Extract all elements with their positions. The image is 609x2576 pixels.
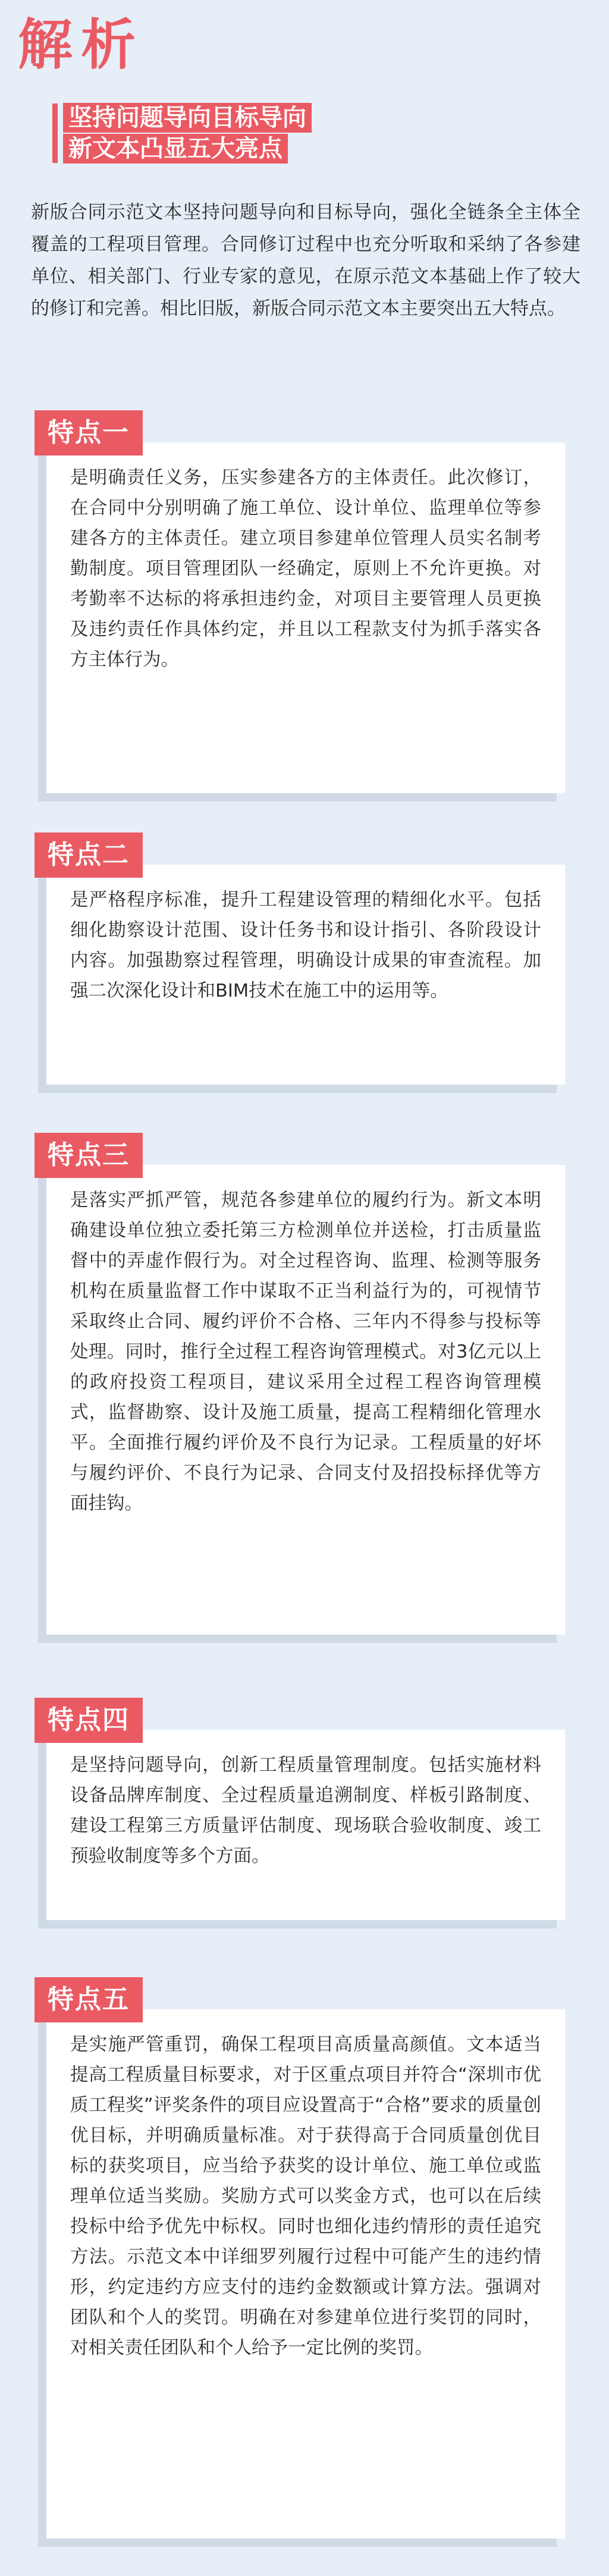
feature-card-5 xyxy=(46,2009,565,2539)
feature-text-4: 是坚持问题导向，创新工程质量管理制度。包括实施材料设备品牌库制度、全过程质量追溯制度、样板引路制度、建设工程第三方质量评估制度、现场联合验收制度、竣工预验收制度等多个方面。 xyxy=(70,1755,541,1867)
feature-card-3 xyxy=(46,1165,565,1635)
feature-tag-5: 特点五 xyxy=(34,1977,143,2022)
subtitle-accent-bar xyxy=(52,103,58,163)
feature-text-3: 是落实严抓严管，规范各参建单位的履约行为。新文本明确建设单位独立委托第三方检测单位并送检，打击质量监督中的弄虚作假行为。对全过程咨询、监理、检测等服务机构在质量监督工作中谋取不正当利益行为的，可视情节采取终止合同、履约评价不合格、三年内不得参与投标等处理。同时，推行全过程工程咨询管理模式。对3亿元以上的政府投资工程项目，建议采用全过程工程咨询管理模式，监督勘察、设计及施工质量，提高工程精细化管理水平。全面推行履约评价及不良行为记录。工程质量的好坏与履约评价、不良行为记录、合同支付及招投标择优等方面挂钩。 xyxy=(70,1190,541,1514)
feature-tag-2: 特点二 xyxy=(34,833,143,878)
feature-tag-4: 特点四 xyxy=(34,1698,143,1743)
feature-text-1: 是明确责任义务，压实参建各方的主体责任。此次修订，在合同中分别明确了施工单位、设计单位、监理单位等参建各方的主体责任。建立项目参建单位管理人员实名制考勤制度。项目管理团队一经确定，原则上不允许更换。对考勤率不达标的将承担违约金，对项目主要管理人员更换及违约责任作具体约定，并且以工程款支付为抓手落实各方主体行为。 xyxy=(70,467,541,670)
feature-text-2: 是严格程序标准，提升工程建设管理的精细化水平。包括细化勘察设计范围、设计任务书和设计指引、各阶段设计内容。加强勘察过程管理，明确设计成果的审查流程。加强二次深化设计和BIM技术在施工中的运用等。 xyxy=(70,890,541,1001)
feature-card-2 xyxy=(46,865,565,1085)
subtitle-lines xyxy=(64,103,311,163)
subtitle-line-1: 坚持问题导向目标导向 xyxy=(64,103,311,132)
feature-card-1 xyxy=(46,442,565,793)
page-title: 解析 xyxy=(18,13,145,77)
subtitle-line-2: 新文本凸显五大亮点 xyxy=(64,134,287,163)
intro-paragraph: 新版合同示范文本坚持问题导向和目标导向，强化全链条全主体全覆盖的工程项目管理。合同修订过程中也充分听取和采纳了各参建单位、相关部门、行业专家的意见，在原示范文本基础上作了较大的修订和完善。相比旧版，新版合同示范文本主要突出五大特点。 xyxy=(31,202,580,319)
feature-card-4 xyxy=(46,1730,565,1920)
feature-text-5: 是实施严管重罚，确保工程项目高质量高颜值。文本适当提高工程质量目标要求，对于区重点项目并符合“深圳市优质工程奖”评奖条件的项目应设置高于“合格”要求的质量创优目标，并明确质量标准。对于获得高于合同质量创优目标的获奖项目，应当给予获奖的设计单位、施工单位或监理单位适当奖励。奖励方式可以奖金方式，也可以在后续投标中给予优先中标权。同时也细化违约情形的责任追究方法。示范文本中详细罗列履行过程中可能产生的违约情形，约定违约方应支付的违约金数额或计算方法。强调对团队和个人的奖罚。明确在对参建单位进行奖罚的同时，对相关责任团队和个人给予一定比例的奖罚。 xyxy=(70,2034,541,2358)
subtitle-block xyxy=(52,103,311,163)
feature-tag-3: 特点三 xyxy=(34,1133,143,1178)
feature-tag-1: 特点一 xyxy=(34,410,143,455)
